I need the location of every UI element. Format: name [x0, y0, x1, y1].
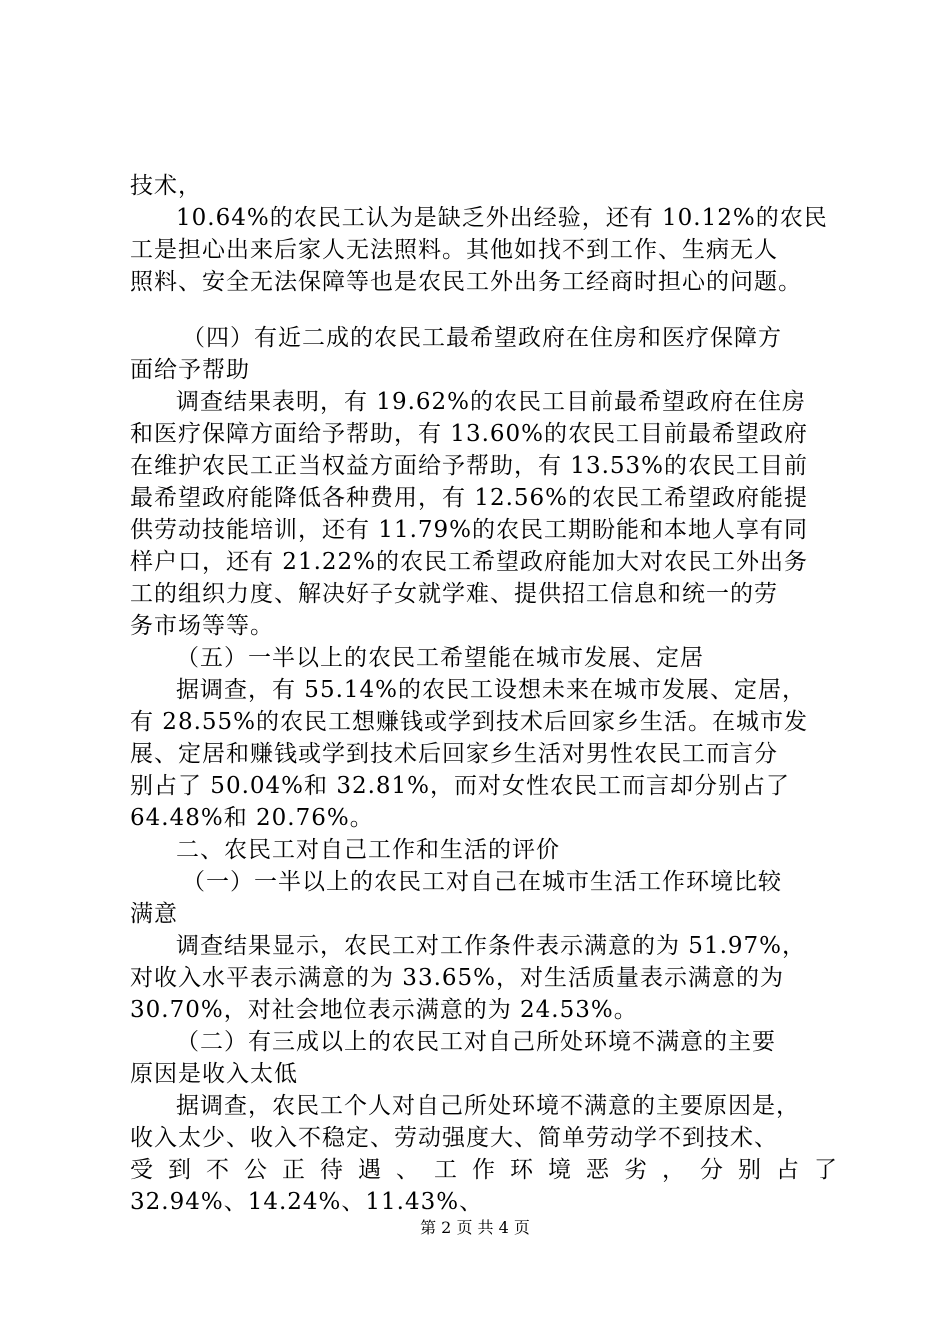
text-line: 10.64%的农民工认为是缺乏外出经验，还有 10.12%的农民 [176, 205, 828, 231]
section-heading: 二、农民工对自己工作和生活的评价 [176, 837, 560, 863]
text-line: 有 28.55%的农民工想赚钱或学到技术后回家乡生活。在城市发 [130, 709, 809, 735]
text-line: 样户口，还有 21.22%的农民工希望政府能加大对农民工外出务 [130, 549, 809, 575]
document-body [130, 170, 838, 1218]
text-line: 工是担心出来后家人无法照料。其他如找不到工作、生病无人 [130, 237, 778, 263]
text-line: 对收入水平表示满意的为 33.65%，对生活质量表示满意的为 [130, 965, 785, 991]
section-heading: 面给予帮助 [130, 357, 250, 383]
text-line: 收入太少、收入不稳定、劳动强度大、简单劳动学不到技术、 [130, 1125, 778, 1151]
text-line: 技术， [130, 173, 202, 199]
text-line: 工的组织力度、解决好子女就学难、提供招工信息和统一的劳 [130, 581, 778, 607]
section-heading: （四）有近二成的农民工最希望政府在住房和医疗保障方 [182, 325, 782, 351]
page-number-footer: 第 2 页 共 4 页 [420, 1218, 530, 1237]
paragraph-gap [130, 298, 838, 322]
text-line: 供劳动技能培训，还有 11.79%的农民工期盼能和本地人享有同 [130, 517, 809, 543]
text-line: 和医疗保障方面给予帮助，有 13.60%的农民工目前最希望政府 [130, 421, 809, 447]
section-heading: （一）一半以上的农民工对自己在城市生活工作环境比较 [182, 869, 782, 895]
text-line: 据调查，有 55.14%的农民工设想未来在城市发展、定居， [176, 677, 807, 703]
text-line: 别占了 50.04%和 32.81%，而对女性农民工而言却分别占了 [130, 773, 791, 799]
section-heading: （五）一半以上的农民工希望能在城市发展、定居 [176, 645, 704, 671]
section-heading: （二）有三成以上的农民工对自己所处环境不满意的主要 [176, 1029, 776, 1055]
text-line: 64.48%和 20.76%。 [130, 805, 374, 831]
text-line: 30.70%，对社会地位表示满意的为 24.53%。 [130, 997, 638, 1023]
text-line: 展、定居和赚钱或学到技术后回家乡生活对男性农民工而言分 [130, 741, 778, 767]
text-line: 照料、安全无法保障等也是农民工外出务工经商时担心的问题。 [130, 269, 802, 295]
section-heading: 原因是收入太低 [130, 1061, 298, 1087]
text-line: 受到不公正待遇、工作环境恶劣，分别占了 [130, 1157, 838, 1183]
text-line: 调查结果表明，有 19.62%的农民工目前最希望政府在住房 [176, 389, 807, 415]
text-line: 最希望政府能降低各种费用，有 12.56%的农民工希望政府能提 [130, 485, 809, 511]
text-line: 调查结果显示，农民工对工作条件表示满意的为 51.97%， [176, 933, 807, 959]
text-line: 务市场等等。 [130, 613, 274, 639]
text-line: 据调查，农民工个人对自己所处环境不满意的主要原因是， [176, 1093, 800, 1119]
text-line: 32.94%、14.24%、11.43%、 [130, 1189, 484, 1215]
text-line: 在维护农民工正当权益方面给予帮助，有 13.53%的农民工目前 [130, 453, 809, 479]
section-heading: 满意 [130, 901, 178, 927]
